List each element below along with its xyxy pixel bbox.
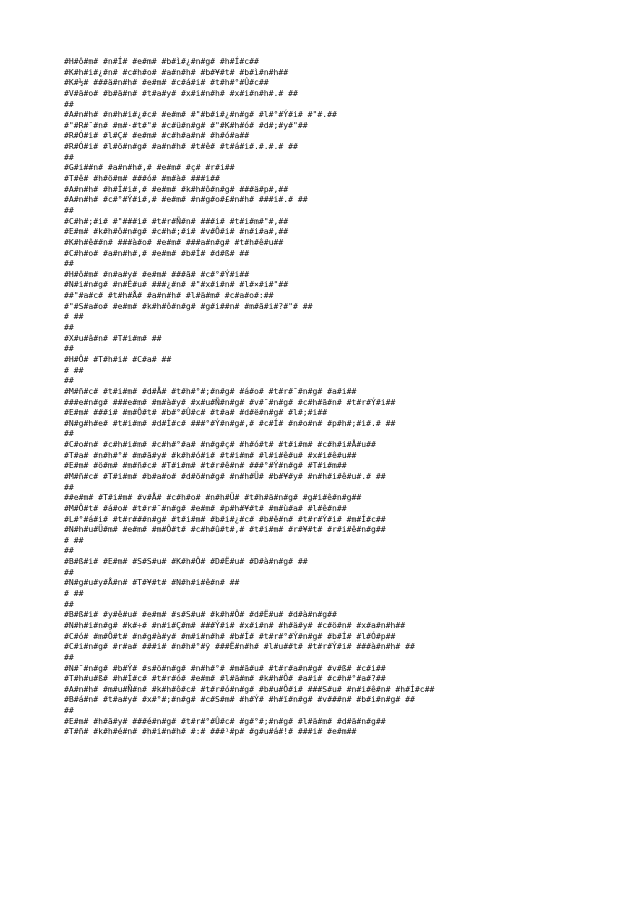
text-line: #C#ó# #m#Ô#t# #n#g#à#y# #m#i#n#h# #b#Í# #t#r#°#Ý#n#g# #b#Í# #l#Ó#p## bbox=[64, 630, 396, 641]
text-line: #C#i#n#g# #r#a# ###i# #n#h#°#ÿ ###Ë#n#h# #l#u##t# #t#r#Ý#i# ###à#n#h# ## bbox=[64, 641, 415, 652]
text-line: ## bbox=[64, 651, 74, 662]
text-line: ##e#m# #T#i#m# #v#Å# #c#h#o# #n#h#Ü# #t#h#ä#n#g# #g#i#ê#n#g## bbox=[64, 492, 362, 503]
text-line: #A#n#h# #c#°#Ý#i#,# #e#m# #n#g#o#£#n#h# ###i#.# ## bbox=[64, 194, 308, 205]
text-line: ## bbox=[64, 98, 74, 109]
text-line: ###e#n#g# ###e#m# #m#à#y# #x#u#Ñ#n#g# #v#¯#n#g# #c#h#ã#n# #t#r#Ý#i## bbox=[64, 396, 396, 407]
document-text bbox=[64, 56, 574, 737]
text-line: #M#ñ#c# #T#i#m# #b#a#o# #d#ö#n#g# #n#h#Ü# #b#¥#y# #n#h#i#ê#u#.# ## bbox=[64, 470, 386, 481]
text-line: #B#ß#i# #y#ê#u# #e#m# #s#S#u# #k#h#Ô# #d#Ë#u# #d#à#n#g## bbox=[64, 609, 337, 620]
text-line: #A#n#h# #h#Í#i#,# #e#m# #k#h#ô#n#g# ###ä#p#,## bbox=[64, 183, 289, 194]
text-line: #T#ñ# #k#h#é#n# #h#i#n#h# #:# ###¹#p# #g#u#á#!# ###i# #e#m## bbox=[64, 726, 357, 737]
text-line: # ## bbox=[64, 311, 84, 322]
text-line: #A#n#h# #m#u#Ñ#n# #k#h#ô#c# #t#r#ó#n#g# #b#u#Ô#i# ###S#u# #n#i#ê#n# #h#Í#c## bbox=[64, 683, 435, 694]
text-line: #E#m# ###i# #m#Ô#t# #b#°#Û#c# #t#a# #d#ë#n#g# #l#;#i## bbox=[64, 407, 328, 418]
text-line: ## bbox=[64, 204, 74, 215]
text-line: ## bbox=[64, 375, 74, 386]
text-line: #M#Ô#t# #á#o# #t#r#¯#n#g# #e#m# #p#h#¥#t# #m#ù#a# #l#ê#n## bbox=[64, 502, 347, 513]
text-line: #A#n#h# #n#h#i#¿#c# #e#m# #"#b#i#¿#n#g# #l#°#Ý#i# #"#.## bbox=[64, 109, 337, 120]
text-line: ## bbox=[64, 566, 74, 577]
text-line: #N#g#u#y#Å#n# #T#¥#t# #N#h#i#ê#n# ## bbox=[64, 577, 240, 588]
text-line: #G#i##n# #a#n#h#,# #e#m# #ç# #r#i## bbox=[64, 162, 235, 173]
text-line: #K#h#i#¿#n# #c#h#o# #a#n#h# #b#¥#t# #b#ì#n#h## bbox=[64, 66, 289, 77]
text-line: ## bbox=[64, 705, 74, 716]
text-line: #N#i#n#g# #n#Ë#u# ###¿#n# #"#x#i#n# #l#×#i#"## bbox=[64, 279, 289, 290]
text-line: #H#ô#m# #n#a#y# #e#m# ###ã# #c#°#Ý#i## bbox=[64, 268, 250, 279]
text-line: #H#ô#m# #n#Í# #e#m# #b#ì#¿#n#g# #h#Í#c## bbox=[64, 56, 259, 66]
text-line: ##"#a#c# #t#h#Å# #a#n#h# #l#ä#m# #c#a#o#:## bbox=[64, 290, 274, 301]
text-line: #R#Ó#i# #l#Ç# #e#m# #c#h#a#n# #h#ó#a## bbox=[64, 130, 250, 141]
text-line: #R#Ó#i# #l#ö#n#g# #a#n#h# #t#ê# #t#á#i#.#.#.# ## bbox=[64, 141, 298, 152]
text-line: #"#S#a#o# #e#m# #k#h#ô#n#g# #g#i##n# #m#ã#i#?#"# ## bbox=[64, 300, 313, 311]
text-line: #B#ß#i# #E#m# #S#S#u# #K#h#Ô# #D#Ë#u# #D#à#n#g# ## bbox=[64, 556, 308, 567]
text-line: #C#o#n# #c#h#i#m# #c#h#°#a# #n#g#ç# #h#ó#t# #t#i#m# #c#h#i#Å#u## bbox=[64, 439, 376, 450]
text-line: #K#½# ###ä#n#h# #e#m# #c#á#i# #t#h#°#Û#c## bbox=[64, 77, 269, 88]
text-line: #N#h#u#Ü#m# #e#m# #m#Ô#t# #c#h#û#t#,# #t#i#m# #r#¥#t# #r#i#ê#n#g## bbox=[64, 524, 386, 535]
text-line: ## bbox=[64, 258, 74, 269]
text-line: #C#h#o# #a#n#h#,# #e#m# #b#Í# #d#ß# ## bbox=[64, 247, 250, 258]
text-line: #K#h#ê##n# ###à#o# #e#m# ###a#n#g# #t#h#ê#u## bbox=[64, 236, 284, 247]
text-line: ## bbox=[64, 428, 74, 439]
text-line: #B#á#n# #t#a#y# #x#°#;#n#g# #c#S#m# #h#Ý# #h#ï#n#g# #v###n# #b#i#n#g# ## bbox=[64, 694, 415, 705]
text-line: ## bbox=[64, 322, 74, 333]
text-line: # ## bbox=[64, 588, 84, 599]
text-line: #M#ñ#c# #t#i#m# #d#Å# #t#h#°#;#n#g# #á#o# #t#r#¯#n#g# #a#i## bbox=[64, 385, 357, 396]
text-line: #H#Ô# #T#h#i# #C#a# ## bbox=[64, 353, 172, 364]
text-line: #T#h#u#ß# #h#Í#c# #t#r#ó# #e#m# #l#ä#m# #k#h#Ô# #a#i# #c#h#°#a#?## bbox=[64, 673, 386, 684]
text-line: #N#¯#n#g# #b#Ý# #s#ö#n#g# #n#h#°# #m#ã#u# #t#r#a#n#g# #v#ß# #c#i## bbox=[64, 662, 386, 673]
text-line: ## bbox=[64, 343, 74, 354]
text-line: #T#a# #n#h#°# #m#ã#y# #k#h#ó#i# #t#i#m# #l#i#ê#u# #x#i#ê#u## bbox=[64, 449, 357, 460]
text-line: #N#h#i#n#g# #k#÷# #n#i#Ç#m# ###Ý#i# #x#i#n# #h#ä#y# #c#ö#n# #x#a#n#h## bbox=[64, 619, 406, 630]
text-line: #E#m# #h#ã#y# ###é#n#g# #t#r#°#Û#c# #g#°#;#n#g# #l#ä#m# #d#ä#n#g## bbox=[64, 715, 386, 726]
text-line: #V#ä#o# #b#ä#n# #t#a#y# #x#i#n#h# #x#i#n#h#.# ## bbox=[64, 87, 298, 98]
text-line: #X#u#â#n# #T#i#m# ## bbox=[64, 332, 162, 343]
text-line: #N#g#h#e# #t#i#m# #d#Í#c# ###°#Ý#n#g#,# #c#Í# #n#o#n# #p#h#;#i#.# ## bbox=[64, 417, 396, 428]
text-line: #C#h#;#i# #"###i# #t#r#Ñ#n# ###i# #t#i#m#"#,## bbox=[64, 215, 289, 226]
text-line: #E#m# #k#h#ô#n#g# #c#h#;#i# #v#Ô#i# #n#i#a#,## bbox=[64, 226, 289, 237]
text-line: ## bbox=[64, 545, 74, 556]
text-line: ## bbox=[64, 598, 74, 609]
text-line: ## bbox=[64, 481, 74, 492]
text-line: # ## bbox=[64, 534, 84, 545]
text-line: ## bbox=[64, 151, 74, 162]
text-line: #"#R#¯#n# #m#·#t#"# #c#ü#n#g# #"#K#h#ó# #d#;#y#"## bbox=[64, 119, 308, 130]
text-line: #T#ê# #h#ö#m# ###ó# #m#à# ###i## bbox=[64, 173, 220, 184]
text-line: #L#°#á#i# #t#r###n#g# #t#i#m# #b#i#¿#c# #b#ê#n# #t#r#Ý#i# #m#Í#c## bbox=[64, 513, 386, 524]
text-line: # ## bbox=[64, 364, 84, 375]
text-line: #E#m# #ö#m# #m#ñ#c# #T#i#m# #t#r#ê#n# ###°#Ý#n#g# #T#i#m## bbox=[64, 460, 347, 471]
